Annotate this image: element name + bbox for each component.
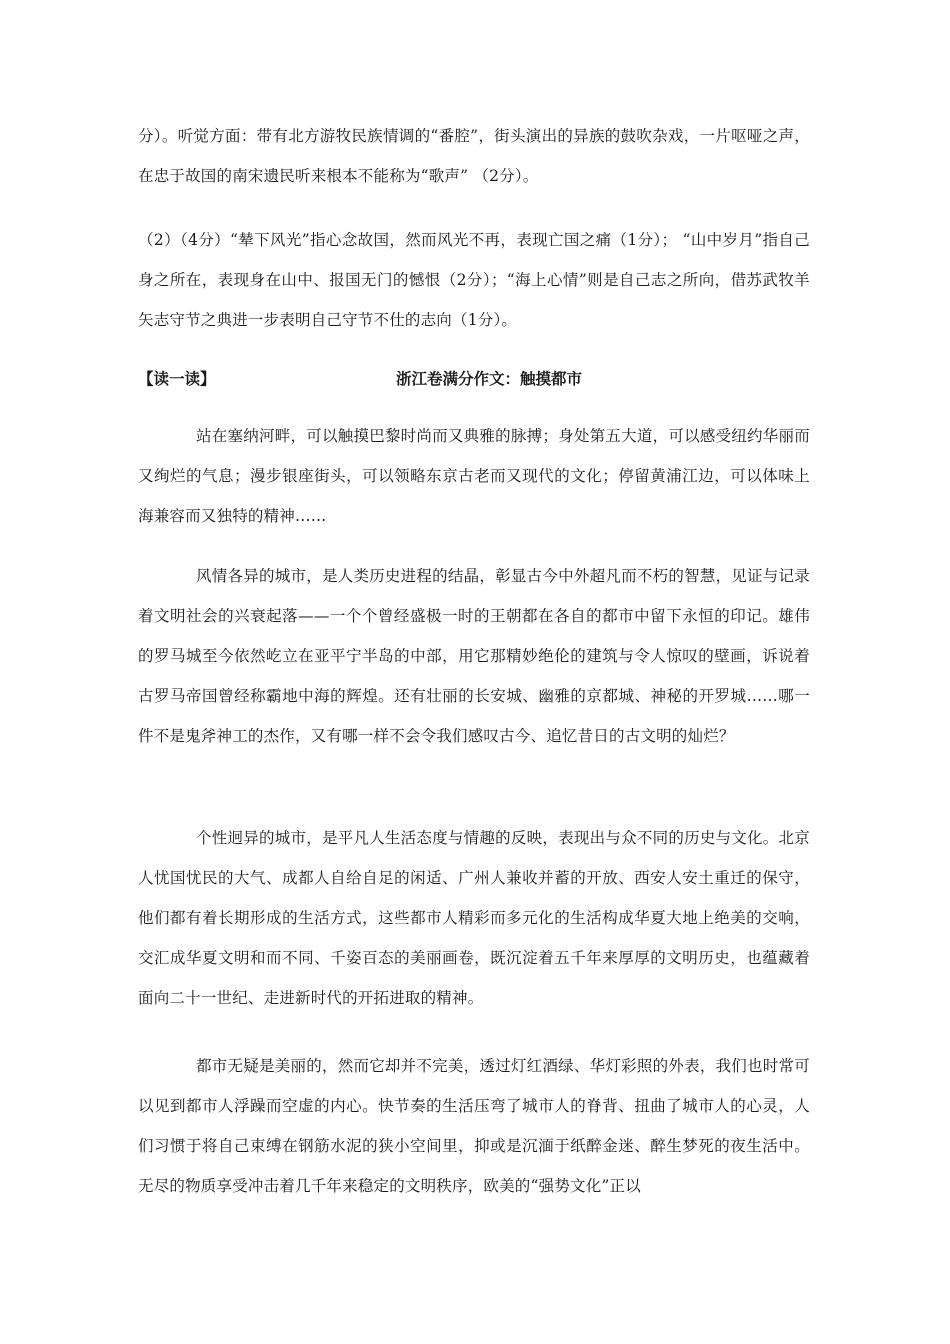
reading-tag: 【读一读】 bbox=[138, 369, 216, 388]
essay-paragraph-3: 个性迥异的城市，是平凡人生活态度与情趣的反映，表现出与众不同的历史与文化。北京人忧国忧民的大气、成都人自给自足的闲适、广州人兼收并蓄的开放、西安人安土重迁的保守，他们都有着长期形成的生活方式，这些都市人精彩而多元化的生活构成华夏大地上绝美的交响，交汇成华夏文明和而不同、千姿百态的美丽画卷，既沉淀着五千年来厚厚的文明历史，也蕴藏着面向二十一世纪、走进新时代的开拓进取的精神。 bbox=[138, 829, 810, 1007]
reading-heading bbox=[138, 362, 810, 396]
answer-paragraph-1: 分）。听觉方面：带有北方游牧民族情调的“番腔”，街头演出的异族的鼓吹杂戏，一片呕哑之声，在忠于故国的南宋遗民听来根本不能称为“歌声” （2分）。 bbox=[138, 127, 810, 185]
essay-paragraph-4: 都市无疑是美丽的，然而它却并不完美，透过灯红酒绿、华灯彩照的外表，我们也时常可以见到都市人浮躁而空虚的内心。快节奏的生活压弯了城市人的脊背、扭曲了城市人的心灵，人们习惯于将自己束缚在钢筋水泥的狭小空间里，抑或是沉湎于纸醉金迷、醉生梦死的夜生活中。无尽的物质享受冲击着几千年来稳定的文明秩序，欧美的“强势文化”正以 bbox=[138, 1057, 810, 1195]
answer-paragraph-2: （2）（4分）“辇下风光”指心念故国，然而风光不再，表现亡国之痛（1分）； “山中岁月”指自己身之所在，表现身在山中、报国无门的憾恨（2分）；“海上心情”则是自己志之所向，借苏武牧羊矢志守节之典进一步表明自己守节不仕的志向（1分）。 bbox=[138, 231, 810, 329]
essay-paragraph-1: 站在塞纳河畔，可以触摸巴黎时尚而又典雅的脉搏；身处第五大道，可以感受纽约华丽而又绚烂的气息；漫步银座街头，可以领略东京古老而又现代的文化；停留黄浦江边，可以体味上海兼容而又独特的精神…… bbox=[138, 427, 810, 525]
essay-title: 浙江卷满分作文：触摸都市 bbox=[396, 369, 583, 388]
essay-paragraph-2: 风情各异的城市，是人类历史进程的结晶，彰显古今中外超凡而不朽的智慧，见证与记录着文明社会的兴衰起落——一个个曾经盛极一时的王朝都在各自的都市中留下永恒的印记。雄伟的罗马城至今依然屹立在亚平宁半岛的中部，用它那精妙绝伦的建筑与令人惊叹的壁画，诉说着古罗马帝国曾经称霸地中海的辉煌。还有壮丽的长安城、幽雅的京都城、神秘的开罗城……哪一件不是鬼斧神工的杰作，又有哪一样不会令我们感叹古今、追忆昔日的古文明的灿烂？ bbox=[138, 567, 810, 745]
